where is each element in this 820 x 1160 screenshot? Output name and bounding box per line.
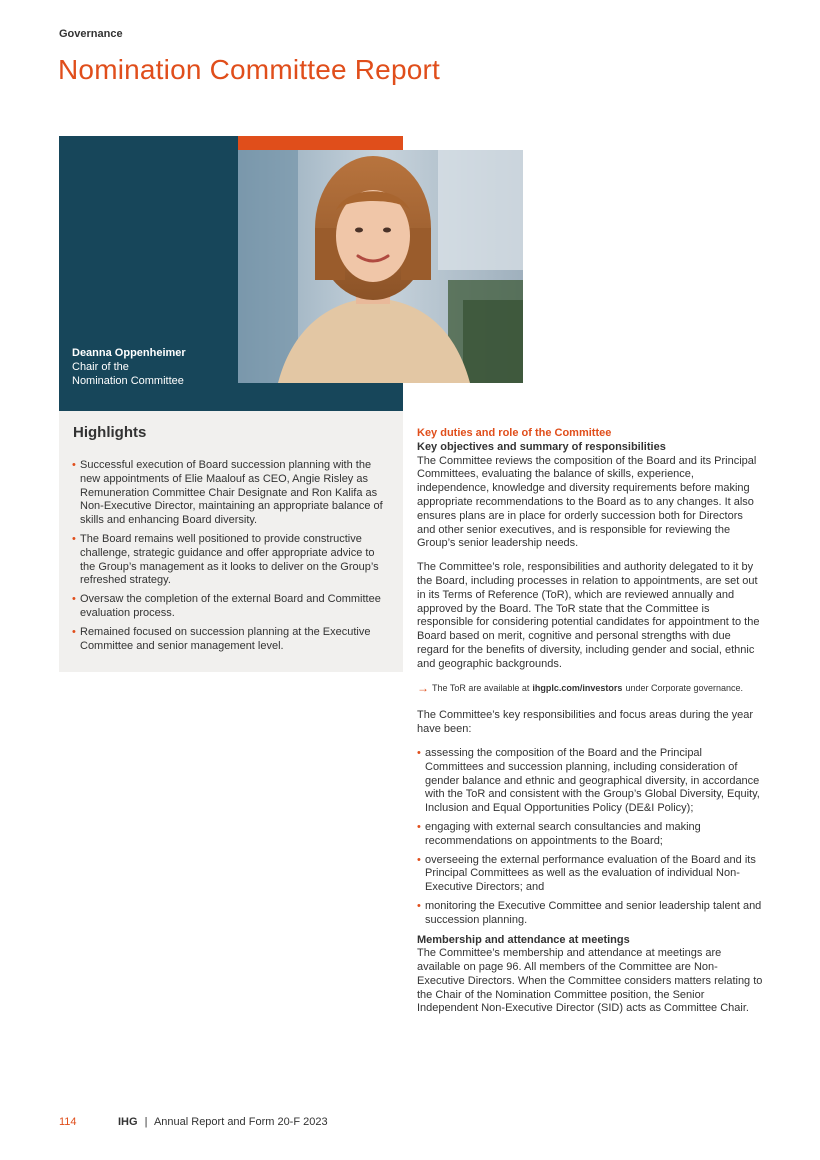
chair-role-line-1: Chair of the bbox=[72, 361, 129, 373]
accent-bar bbox=[238, 136, 403, 150]
membership-text: The Committee’s membership and attendance at meetings are available on page 96. All members of the Committee are Non-Executive Directors. When the Committee considers matters relating to the Chair of the Nomination Committee position, the Senior Independent Non-Executive Director (SID) acts as Committee Chair. bbox=[417, 947, 763, 1015]
chair-name: Deanna Oppenheimer bbox=[72, 347, 186, 359]
list-item: • engaging with external search consultancies and making recommendations on appointments to the Board; bbox=[417, 821, 763, 849]
list-item: • Successful execution of Board succession planning with the new appointments of Elie Maalouf as CEO, Angie Risley as Remuneration Committee Chair Designate and Ron Kalifa as Non-Executive Director, maintaining an appropriate balance of skills and enhancing Board diversity. bbox=[72, 459, 390, 528]
tor-reference-suffix: under Corporate governance. bbox=[625, 682, 744, 693]
membership-heading: Membership and attendance at meetings bbox=[417, 933, 630, 946]
highlights-heading: Highlights bbox=[73, 424, 147, 441]
duties-paragraph-3: The Committee’s key responsibilities and focus areas during the year have been: bbox=[417, 709, 754, 736]
duties-column bbox=[417, 427, 763, 1026]
duties-subheading: Key objectives and summary of responsibilities bbox=[417, 440, 666, 453]
highlights-box bbox=[59, 411, 403, 672]
duties-paragraph-2: The Committee’s role, responsibilities and authority delegated to it by the Board, including processes in relation to appointments, are set out in its Terms of Reference (ToR), which are reviewed annually and approved by the Board. The ToR state that the Committee is responsible for considering potential candidates for appointment to the Board based on merit, cognitive and personal strengths with due regard for the benefits of diversity, including gender and social, ethnic and geographic backgrounds. bbox=[417, 561, 760, 670]
list-item: • Oversaw the completion of the external Board and Committee evaluation process. bbox=[72, 593, 390, 621]
list-item: • overseeing the external performance evaluation of the Board and its Principal Committees as well as the evaluation of individual Non-Executive Directors; and bbox=[417, 854, 763, 895]
duties-heading: Key duties and role of the Committee bbox=[417, 427, 612, 439]
list-item: • assessing the composition of the Board and the Principal Committees and succession planning, including consideration of gender balance and ethnic and geographical diversity, in accordance with the ToR and consistent with the Group’s Global Diversity, Equity, Inclusion and Equal Opportunities Policy (DE&I Policy); bbox=[417, 747, 763, 816]
footer-separator: | bbox=[144, 1116, 148, 1128]
duties-paragraph-1: The Committee reviews the composition of the Board and its Principal Committees, evaluating the balance of skills, experience, independence, knowledge and diversity requirements before making appropriate recommendations to the Board as to any changes. It also ensures plans are in place for orderly succession both for Directors and other senior executives, and is responsible for reviewing the Group’s senior leadership needs. bbox=[417, 454, 757, 550]
highlights-list bbox=[72, 459, 390, 658]
section-label: Governance bbox=[59, 28, 123, 40]
brand-name: IHG bbox=[118, 1116, 138, 1128]
list-item: • The Board remains well positioned to provide constructive challenge, strategic guidance and offer appropriate advice to the Group’s management as it looks to deliver on the Group’s refreshed strategy. bbox=[72, 533, 390, 588]
page-title: Nomination Committee Report bbox=[58, 54, 440, 85]
list-item: • monitoring the Executive Committee and senior leadership talent and succession planning. bbox=[417, 900, 763, 928]
tor-reference-prefix: The ToR are available at bbox=[432, 682, 530, 693]
tor-reference bbox=[417, 682, 763, 696]
investors-link[interactable]: ihgplc.com/investors bbox=[532, 682, 623, 693]
publication-title: Annual Report and Form 20-F 2023 bbox=[153, 1116, 328, 1128]
page-number: 114 bbox=[59, 1116, 77, 1128]
chair-caption bbox=[72, 346, 186, 388]
chair-role-line-2: Nomination Committee bbox=[72, 375, 184, 387]
list-item: • Remained focused on succession planning at the Executive Committee and senior management level. bbox=[72, 626, 390, 654]
footer-brand bbox=[118, 1116, 328, 1128]
arrow-right-icon: → bbox=[417, 681, 429, 696]
page-footer bbox=[59, 1116, 328, 1128]
responsibilities-list bbox=[417, 747, 763, 928]
chair-photo bbox=[238, 150, 523, 383]
